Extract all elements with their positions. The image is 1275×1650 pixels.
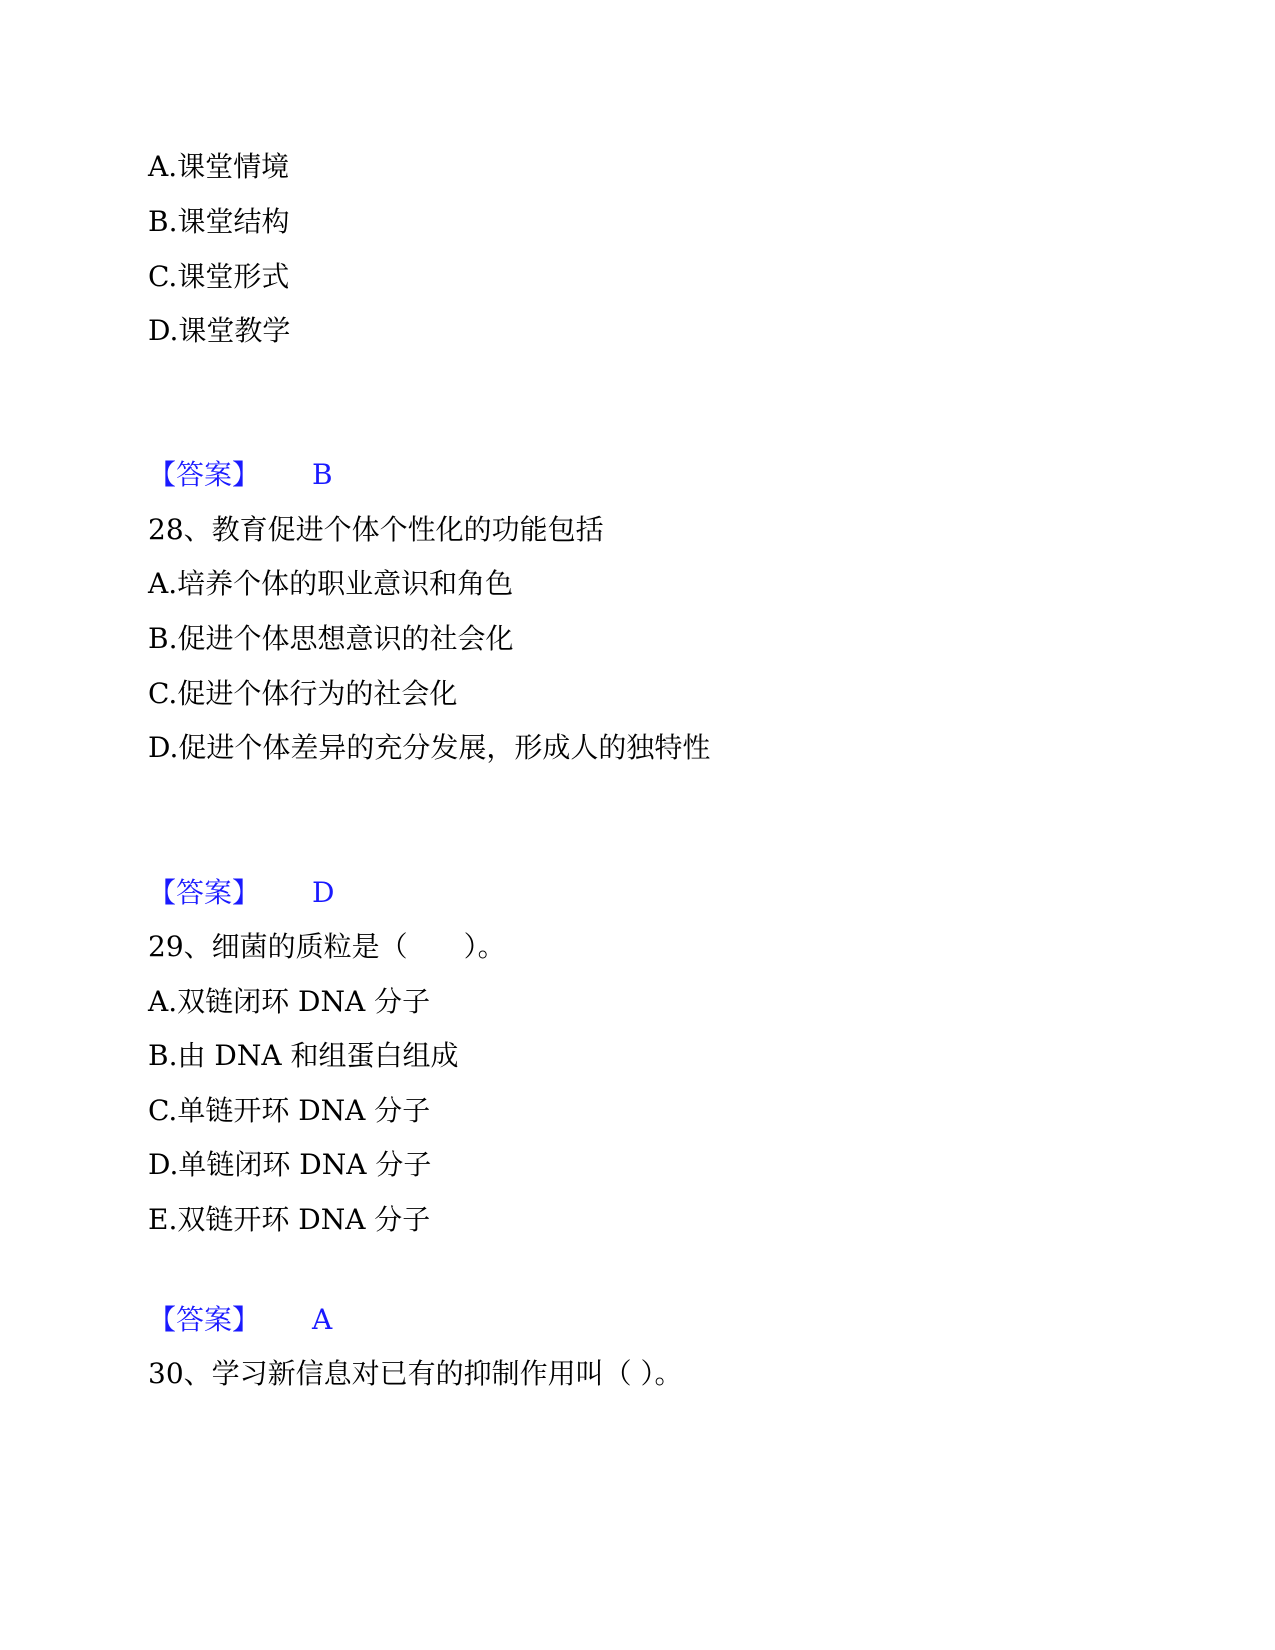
- answer-label: 【答案】: [148, 458, 261, 491]
- q29-option-d: D.单链闭环 DNA 分子: [148, 1148, 432, 1181]
- q27-option-b: B.课堂结构: [148, 205, 290, 238]
- q30-question: 30、学习新信息对已有的抑制作用叫（ ）。: [148, 1357, 683, 1390]
- q28-option-c: C.促进个体行为的社会化: [148, 677, 458, 710]
- answer-label: 【答案】: [148, 876, 261, 909]
- answer-label: 【答案】: [148, 1303, 261, 1336]
- answer-value: D: [312, 876, 335, 909]
- q29-option-b: B.由 DNA 和组蛋白组成: [148, 1039, 459, 1072]
- q29-question: 29、细菌的质粒是（ ）。: [148, 930, 506, 963]
- q27-option-d: D.课堂教学: [148, 314, 291, 347]
- q29-option-a: A.双链闭环 DNA 分子: [148, 985, 431, 1018]
- q29-option-c: C.单链开环 DNA 分子: [148, 1094, 431, 1127]
- q28-answer: [148, 876, 334, 910]
- q28-option-a: A.培养个体的职业意识和角色: [148, 567, 514, 600]
- q27-answer: [148, 458, 333, 492]
- q28-option-d: D.促进个体差异的充分发展，形成人的独特性: [148, 731, 711, 764]
- answer-value: B: [312, 458, 333, 491]
- answer-value: A: [312, 1303, 333, 1336]
- q28-question: 28、教育促进个体个性化的功能包括: [148, 513, 604, 546]
- q28-option-b: B.促进个体思想意识的社会化: [148, 622, 514, 655]
- q29-option-e: E.双链开环 DNA 分子: [148, 1203, 431, 1236]
- q29-answer: [148, 1303, 332, 1337]
- q27-option-a: A.课堂情境: [148, 150, 290, 183]
- q27-option-c: C.课堂形式: [148, 260, 290, 293]
